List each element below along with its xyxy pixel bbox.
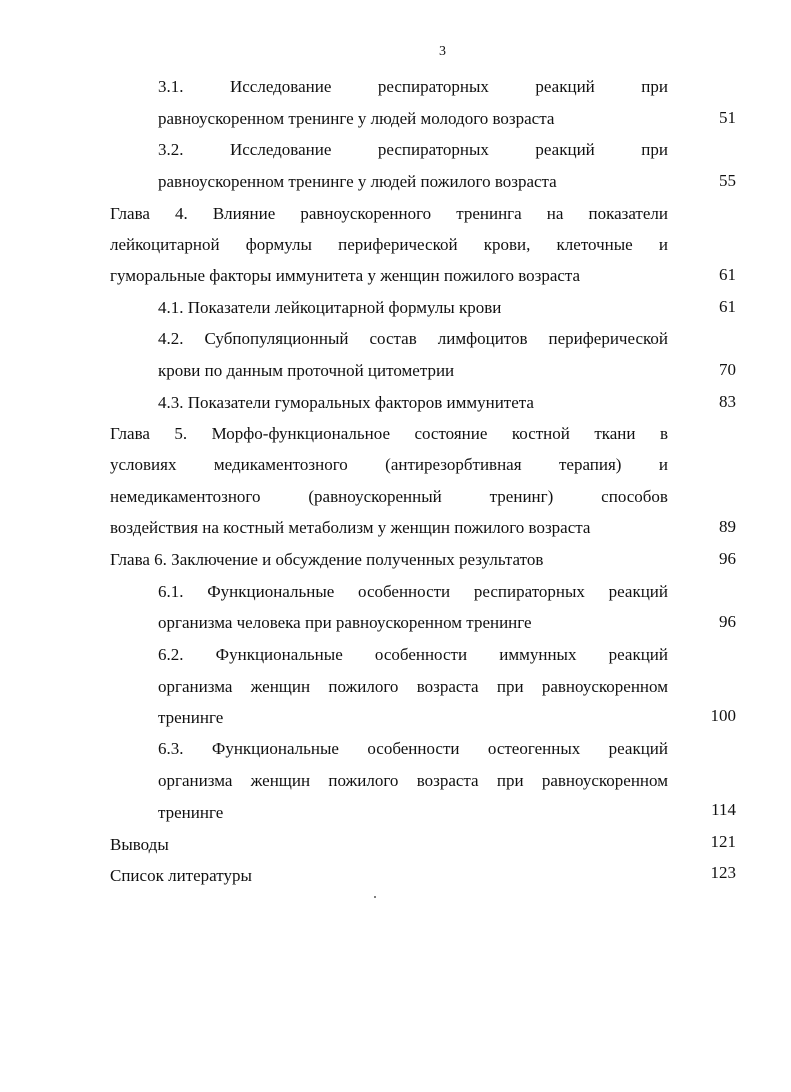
toc-page-4-2: 70: [719, 360, 736, 379]
toc-chapter-6: Глава 6. Заключение и обсуждение полученных результатов: [110, 550, 544, 569]
toc-entry-6-2-line-1: 6.2. Функциональные особенности иммунных реакций: [158, 645, 668, 664]
toc-entry-6-2-line-2: организма женщин пожилого возраста при равноускоренном: [158, 677, 668, 696]
toc-entry-3-1-line-2: равноускоренном тренинге у людей молодого возраста: [158, 109, 555, 128]
toc-entry-3-2-line-2: равноускоренном тренинге у людей пожилого возраста: [158, 172, 557, 191]
toc-chapter-5-line-4: воздействия на костный метаболизм у женщин пожилого возраста: [110, 518, 591, 537]
toc-entry-6-3-line-1: 6.3. Функциональные особенности остеогенных реакций: [158, 739, 668, 758]
toc-references: Список литературы: [110, 866, 252, 885]
toc-entry-3-1-line-1: 3.1. Исследование респираторных реакций при: [158, 77, 668, 96]
toc-page-4-3: 83: [719, 392, 736, 411]
toc-entry-4-2-line-1: 4.2. Субпопуляционный состав лимфоцитов периферической: [158, 329, 668, 348]
toc-entry-4-1: 4.1. Показатели лейкоцитарной формулы крови: [158, 298, 502, 317]
toc-page-chapter-4: 61: [719, 265, 736, 284]
toc-entry-6-3-line-2: организма женщин пожилого возраста при равноускоренном: [158, 771, 668, 790]
toc-entry-4-2-line-2: крови по данным проточной цитометрии: [158, 361, 455, 380]
toc-entry-4-3: 4.3. Показатели гуморальных факторов иммунитета: [158, 393, 534, 412]
toc-entry-6-1-line-2: организма человека при равноускоренном тренинге: [158, 613, 532, 632]
toc-entry-6-3-line-3: тренинге: [158, 803, 224, 822]
toc-chapter-5-line-2: условиях медикаментозного (антирезорбтивная терапия) и: [110, 455, 668, 474]
toc-page-conclusions: 121: [710, 832, 736, 851]
toc-chapter-5-line-3: немедикаментозного (равноускоренный тренинг) способов: [110, 487, 668, 506]
scan-dot: [374, 896, 376, 898]
toc-conclusions: Выводы: [110, 835, 169, 854]
toc-page-6-2: 100: [710, 706, 736, 725]
toc-page-chapter-6: 96: [719, 549, 736, 568]
page-number: 3: [439, 44, 446, 59]
toc-page-4-1: 61: [719, 297, 736, 316]
toc-chapter-4-line-3: гуморальные факторы иммунитета у женщин пожилого возраста: [110, 266, 581, 285]
toc-entry-3-2-line-1: 3.2. Исследование респираторных реакций при: [158, 140, 668, 159]
toc-page-chapter-5: 89: [719, 517, 736, 536]
toc-page-references: 123: [710, 863, 736, 882]
toc-page-6-3: 114: [711, 800, 736, 819]
toc-chapter-4-line-2: лейкоцитарной формулы периферической крови, клеточные и: [110, 235, 668, 254]
toc-entry-6-1-line-1: 6.1. Функциональные особенности респираторных реакций: [158, 582, 668, 601]
toc-page-3-1: 51: [719, 108, 736, 127]
toc-page-3-2: 55: [719, 171, 736, 190]
toc-chapter-5-line-1: Глава 5. Морфо-функциональное состояние костной ткани в: [110, 424, 668, 443]
toc-entry-6-2-line-3: тренинге: [158, 708, 224, 727]
toc-page-6-1: 96: [719, 612, 736, 631]
toc-chapter-4-line-1: Глава 4. Влияние равноускоренного тренинга на показатели: [110, 204, 668, 223]
